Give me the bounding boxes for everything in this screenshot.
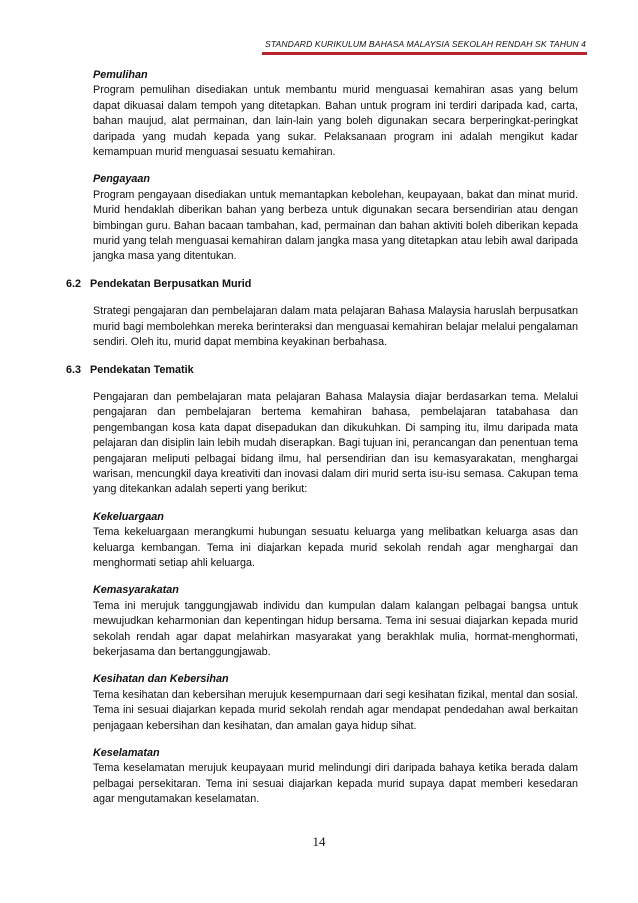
section-6-2-number: 6.2 (66, 277, 82, 290)
pengayaan-block (66, 172, 578, 264)
theme-title: Keselamatan (93, 747, 160, 760)
theme-body: Tema keselamatan merujuk keupayaan murid melindungi diri daripada bahaya ketika berada dalam pelbagai persekitaran. Tema ini sesuai diajarkan kepada murid supaya dapat memberi kesedaran agar mengutamakan keselamatan. (93, 762, 578, 806)
section-6-3-title: Pendekatan Tematik (90, 363, 194, 376)
pengayaan-body: Program pengayaan disediakan untuk memantapkan kebolehan, keupayaan, bakat dan minat murid. Murid hendaklah diberikan bahan yang berbeza untuk digunakan secara bersendirian atau dengan bimbingan guru. Bahan bacaan tambahan, kad, permainan dan bahan aktiviti boleh diberikan kepada murid yang telah menguasai kemahiran dalam jangka masa yang ditetapkan atau lebih awal daripada jangka masa yang ditentukan. (93, 188, 578, 263)
section-6-2-heading (66, 277, 578, 292)
theme-title: Kesihatan dan Kebersihan (93, 673, 229, 686)
section-6-2-body: Strategi pengajaran dan pembelajaran dalam mata pelajaran Bahasa Malaysia haruslah berpusatkan murid bagi membolehkan mereka berinteraksi dan menguasai kemahiran belajar melalui pengalaman sendiri. Oleh itu, murid dapat membina keyakinan berbahasa. (93, 305, 578, 349)
theme-title: Kekeluargaan (93, 510, 164, 523)
section-6-3-heading (66, 363, 578, 378)
page-number: 14 (312, 834, 326, 849)
theme-kesihatan-dan-kebersihan (66, 672, 578, 734)
section-6-2-title: Pendekatan Berpusatkan Murid (90, 277, 252, 290)
pemulihan-body: Program pemulihan disediakan untuk membantu murid menguasai kemahiran asas yang belum dapat dikuasai dalam tempoh yang ditetapkan. Bahan untuk program ini terdiri daripada kad, carta, bahan maujud, alat permainan, dan lain-lain yang boleh digunakan secara berperingkat-peringkat daripada yang mudah kepada yang sukar. Pelaksanaan program ini adalah mengikut kadar kemampuan murid menguasai sesuatu kemahiran. (93, 84, 578, 159)
theme-keselamatan (66, 746, 578, 808)
theme-kemasyarakatan (66, 583, 578, 660)
running-header: STANDARD KURIKULUM BAHASA MALAYSIA SEKOLAH RENDAH SK TAHUN 4 (264, 39, 586, 49)
section-6-3-body: Pengajaran dan pembelajaran mata pelajaran Bahasa Malaysia diajar berdasarkan tema. Melalui pengajaran dan pembelajaran bertema kemahiran bahasa, pembelajaran tatabahasa dan pengembangan kosa kata dapat disepadukan dan dikukuhkan. Di samping itu, ilmu daripada mata pelajaran dan disiplin lain lebih mudah diserapkan. Bagi tujuan ini, perancangan dan penentuan tema pengajaran meliputi pelbagai bidang ilmu, hal persendirian dan isu kemasyarakatan, menghargai warisan, mencungkil daya kreativiti dan inovasi dalam diri murid serta isu-isu semasa. Cakupan tema yang ditekankan adalah seperti yang berikut: (93, 390, 578, 496)
header-rule (262, 52, 587, 55)
pemulihan-title: Pemulihan (93, 69, 148, 81)
pengayaan-title: Pengayaan (93, 173, 151, 186)
section-6-3-number: 6.3 (66, 363, 82, 376)
page-content (66, 68, 578, 820)
theme-body: Tema kekeluargaan merangkumi hubungan sesuatu keluarga yang melibatkan keluarga asas dan keluarga kembangan. Tema ini diajarkan kepada murid sekolah rendah agar menghargai dan menghormati setiap ahli keluarga. (93, 526, 578, 569)
theme-title: Kemasyarakatan (93, 584, 179, 597)
pemulihan-block (66, 68, 578, 160)
theme-kekeluargaan (66, 510, 578, 572)
theme-body: Tema ini merujuk tanggungjawab individu dan kumpulan dalam kalangan pelbagai bangsa untuk mewujudkan keharmonian dan kepentingan hidup bersama. Tema ini sesuai diajarkan kepada murid sekolah rendah agar dapat melahirkan masyarakat yang berakhlak mulia, hormat-menghormati, bekerjasama dan bertanggungjawab. (93, 599, 578, 658)
theme-body: Tema kesihatan dan kebersihan merujuk kesempurnaan dari segi kesihatan fizikal, mental dan sosial. Tema ini sesuai diajarkan kepada murid sekolah rendah agar mendapat pendedahan awal berkaitan penjagaan kebersihan dan kesihatan, dan amalan gaya hidup sihat. (93, 688, 578, 732)
